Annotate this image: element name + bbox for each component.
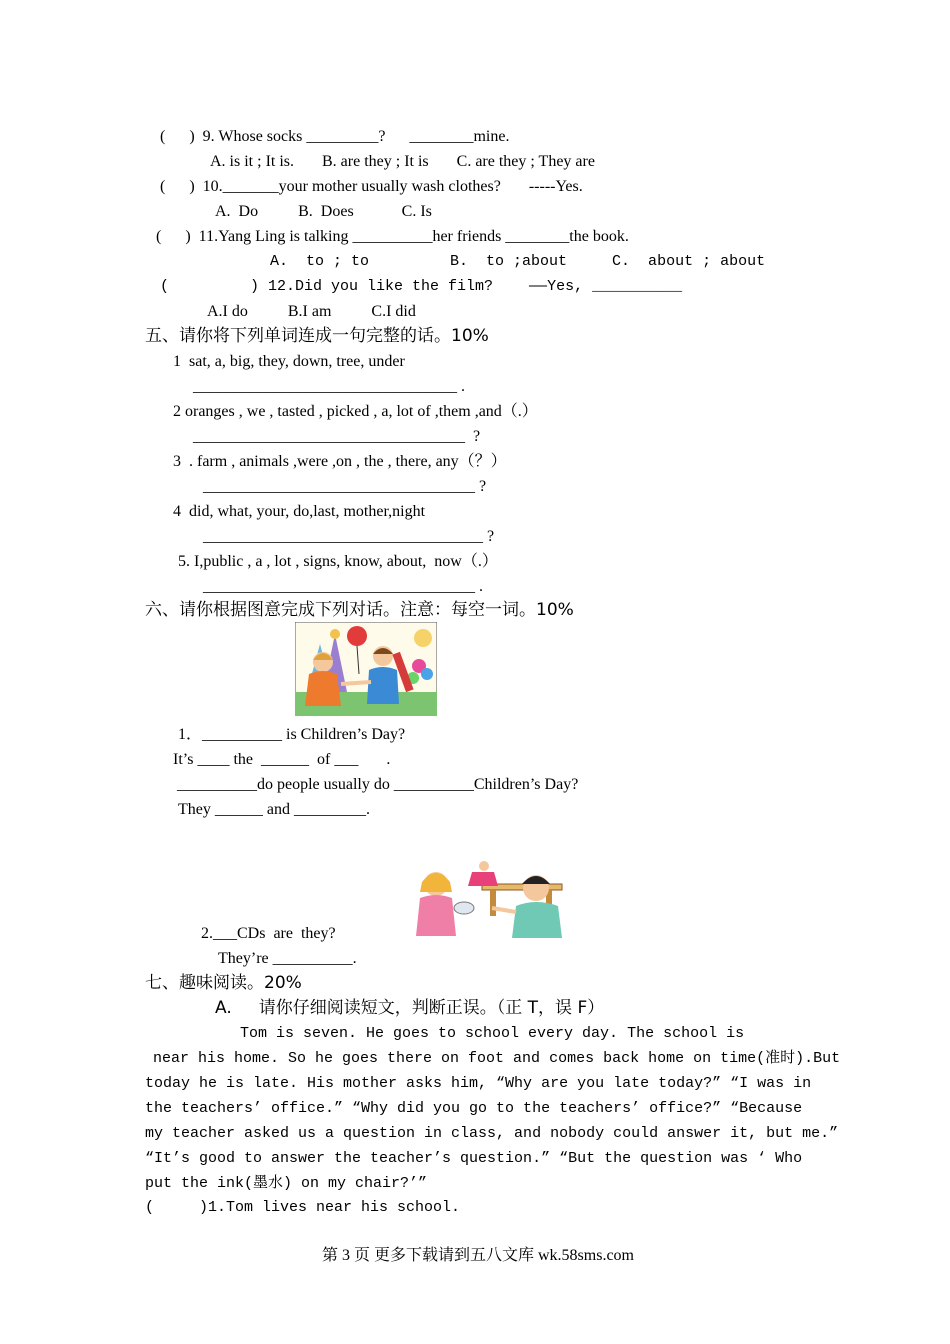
s5-answer-line-5: __________________________________ .	[203, 578, 483, 595]
s6-dialog-2-line-1: 2.___CDs are they?	[201, 925, 336, 942]
reading-passage-line-7: put the ink(墨水) on my chair?’”	[145, 1175, 428, 1192]
s5-item-4: 4 did, what, your, do,last, mother,night	[173, 503, 426, 520]
section-7-heading: 七、趣味阅读。20%	[145, 973, 302, 993]
reading-passage-line-3: today he is late. His mother asks him, “Why are you late today?” “I was in	[145, 1075, 812, 1092]
s6-dialog-1-line-3: __________do people usually do __________Children’s Day?	[177, 776, 579, 793]
reading-passage-line-4: the teachers’ office.” “Why did you go to the teachers’ office?” “Because	[145, 1100, 803, 1117]
s6-dialog-1-line-1: 1．__________ is Children’s Day?	[178, 726, 406, 743]
s6-dialog-1-line-4: They ______ and _________.	[178, 801, 370, 818]
s6-dialog-2-line-2: They’re __________.	[218, 950, 357, 967]
mc-question-11-options: A. to ; to B. to ;about C. about ; about	[270, 253, 766, 270]
s6-dialog-1-line-2: It’s ____ the ______ of ___ .	[173, 751, 391, 768]
section-6-heading: 六、请你根据图意完成下列对话。注意：每空一词。10%	[145, 600, 574, 620]
childrens-day-illustration	[295, 622, 437, 716]
s5-item-5: 5. I,public , a , lot , signs, know, about, now（.）	[178, 553, 498, 570]
kids-cds-illustration	[412, 858, 568, 938]
reading-passage-line-1: Tom is seven. He goes to school every day. The school is	[240, 1025, 745, 1042]
s5-item-2: 2 oranges , we , tasted , picked , a, lot of ,them ,and（.）	[173, 403, 538, 420]
s5-answer-line-4: ___________________________________ ?	[203, 528, 495, 545]
section-7a-heading: A. 请你仔细阅读短文，判断正误。（正 T，误 F）	[215, 998, 605, 1018]
true-false-question-1: ( )1.Tom lives near his school.	[145, 1199, 461, 1216]
reading-passage-line-2: near his home. So he goes there on foot and comes back home on time(准时).But	[153, 1050, 841, 1067]
section-5-heading: 五、请你将下列单词连成一句完整的话。10%	[145, 326, 489, 346]
mc-question-11: ( ) 11.Yang Ling is talking __________her friends ________the book.	[156, 228, 629, 245]
mc-question-10-options: A. Do B. Does C. Is	[215, 203, 432, 220]
reading-passage-line-5: my teacher asked us a question in class, and nobody could answer it, but me.”	[145, 1125, 839, 1142]
page-footer: 第 3 页 更多下载请到五八文库 wk.58sms.com	[322, 1247, 635, 1264]
s5-answer-line-2: __________________________________ ?	[193, 428, 481, 445]
mc-question-9: ( ) 9. Whose socks _________? ________mine.	[160, 128, 510, 145]
s5-answer-line-3: __________________________________ ?	[203, 478, 487, 495]
mc-question-12: ( ) 12.Did you like the film? ——Yes, __________	[160, 278, 683, 295]
reading-passage-line-6: “It’s good to answer the teacher’s question.” “But the question was ‘ Who	[145, 1150, 803, 1167]
mc-question-9-options: A. is it ; It is. B. are they ; It is C. are they ; They are	[210, 153, 595, 170]
s5-answer-line-1: _________________________________ .	[193, 378, 465, 395]
s5-item-1: 1 sat, a, big, they, down, tree, under	[173, 353, 405, 370]
mc-question-10: ( ) 10._______your mother usually wash clothes? -----Yes.	[160, 178, 583, 195]
mc-question-12-options: A.I do B.I am C.I did	[207, 303, 416, 320]
s5-item-3: 3 . farm , animals ,were ,on , the , there, any（？）	[173, 453, 507, 470]
